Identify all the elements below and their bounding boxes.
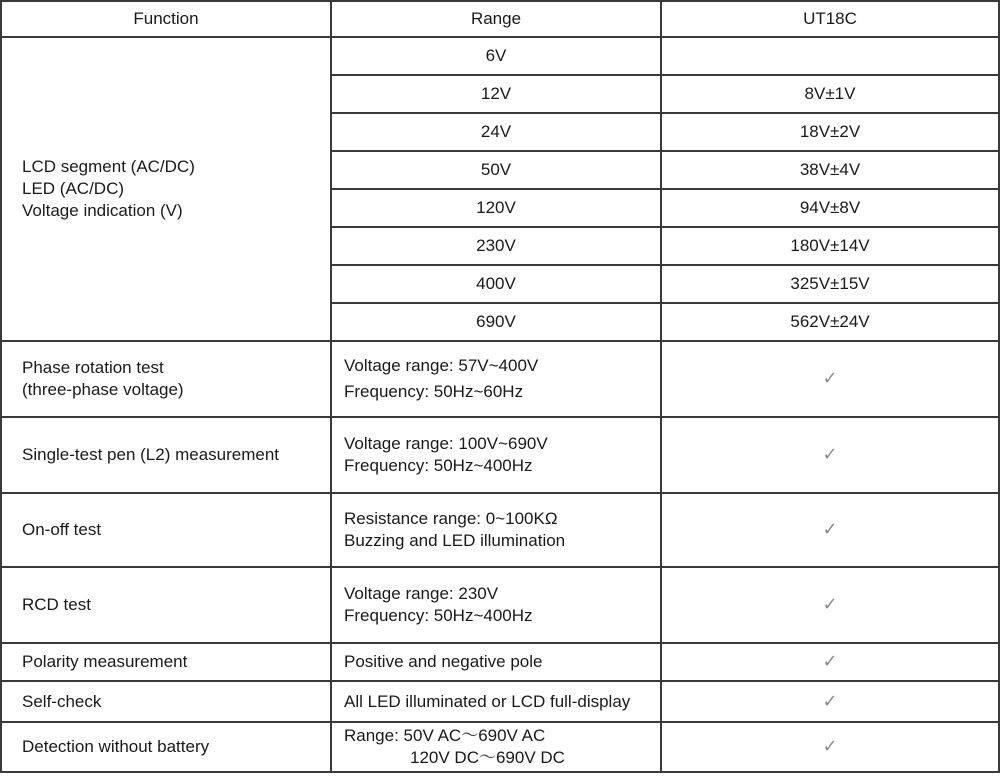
range-line: 120V DC～690V DC xyxy=(410,748,565,767)
range-cell xyxy=(331,417,661,493)
voltage-row xyxy=(1,37,999,75)
range-line: Positive and negative pole xyxy=(344,652,543,671)
header-model: UT18C xyxy=(661,1,999,37)
voltage-range: 12V xyxy=(331,75,661,113)
voltage-value: 38V±4V xyxy=(661,151,999,189)
range-line: Voltage range: 230V xyxy=(344,584,499,603)
check-mark-icon: ✓ xyxy=(661,567,999,643)
function-cell xyxy=(1,681,331,722)
voltage-function-cell xyxy=(1,37,331,341)
function-line: Polarity measurement xyxy=(22,652,188,671)
range-cell xyxy=(331,341,661,417)
function-cell xyxy=(1,567,331,643)
function-cell xyxy=(1,493,331,567)
voltage-value: 18V±2V xyxy=(661,113,999,151)
check-mark-icon: ✓ xyxy=(661,341,999,417)
voltage-value: 94V±8V xyxy=(661,189,999,227)
feature-row-phase-rotation xyxy=(1,341,999,417)
function-cell xyxy=(1,643,331,681)
feature-row-detection-without-battery xyxy=(1,722,999,772)
range-cell xyxy=(331,722,661,772)
check-mark-icon: ✓ xyxy=(661,681,999,722)
voltage-range: 230V xyxy=(331,227,661,265)
function-cell xyxy=(1,417,331,493)
voltage-range: 24V xyxy=(331,113,661,151)
range-line: Buzzing and LED illumination xyxy=(344,531,566,550)
voltage-value: 562V±24V xyxy=(661,303,999,341)
function-line: On-off test xyxy=(22,520,102,539)
range-line: Range: 50V AC～690V AC xyxy=(344,726,546,745)
feature-row-single-test-pen xyxy=(1,417,999,493)
range-cell xyxy=(331,681,661,722)
feature-row-on-off xyxy=(1,493,999,567)
range-line: All LED illuminated or LCD full-display xyxy=(344,691,631,711)
header-row xyxy=(1,1,999,37)
function-line: Phase rotation test xyxy=(22,358,164,377)
feature-row-polarity xyxy=(1,643,999,681)
voltage-range: 6V xyxy=(331,37,661,75)
check-mark-icon: ✓ xyxy=(661,643,999,681)
range-line: Resistance range: 0~100KΩ xyxy=(344,509,558,528)
range-cell xyxy=(331,493,661,567)
voltage-range: 690V xyxy=(331,303,661,341)
voltage-range: 400V xyxy=(331,265,661,303)
function-line: LCD segment (AC/DC) xyxy=(22,157,195,176)
function-line: Detection without battery xyxy=(22,737,210,756)
voltage-range: 120V xyxy=(331,189,661,227)
function-line: RCD test xyxy=(22,595,91,614)
range-cell xyxy=(331,643,661,681)
feature-row-self-check xyxy=(1,681,999,722)
range-line: Frequency: 50Hz~60Hz xyxy=(344,382,524,401)
check-mark-icon: ✓ xyxy=(661,417,999,493)
voltage-value: 325V±15V xyxy=(661,265,999,303)
function-line: LED (AC/DC) xyxy=(22,179,125,198)
range-line: Frequency: 50Hz~400Hz xyxy=(344,456,533,475)
function-cell xyxy=(1,722,331,772)
check-mark-icon: ✓ xyxy=(661,493,999,567)
function-line: Single-test pen (L2) measurement xyxy=(22,445,280,464)
voltage-range: 50V xyxy=(331,151,661,189)
range-line: Voltage range: 57V~400V xyxy=(344,356,539,375)
function-line: Self-check xyxy=(22,691,102,711)
function-cell xyxy=(1,341,331,417)
range-line: Frequency: 50Hz~400Hz xyxy=(344,606,533,625)
header-range: Range xyxy=(331,1,661,37)
range-cell xyxy=(331,567,661,643)
range-line: Voltage range: 100V~690V xyxy=(344,434,548,453)
header-function: Function xyxy=(1,1,331,37)
function-line: Voltage indication (V) xyxy=(22,201,183,220)
voltage-value xyxy=(661,37,999,75)
feature-row-rcd xyxy=(1,567,999,643)
voltage-value: 8V±1V xyxy=(661,75,999,113)
voltage-value: 180V±14V xyxy=(661,227,999,265)
check-mark-icon: ✓ xyxy=(661,722,999,772)
function-line: (three-phase voltage) xyxy=(22,380,184,399)
